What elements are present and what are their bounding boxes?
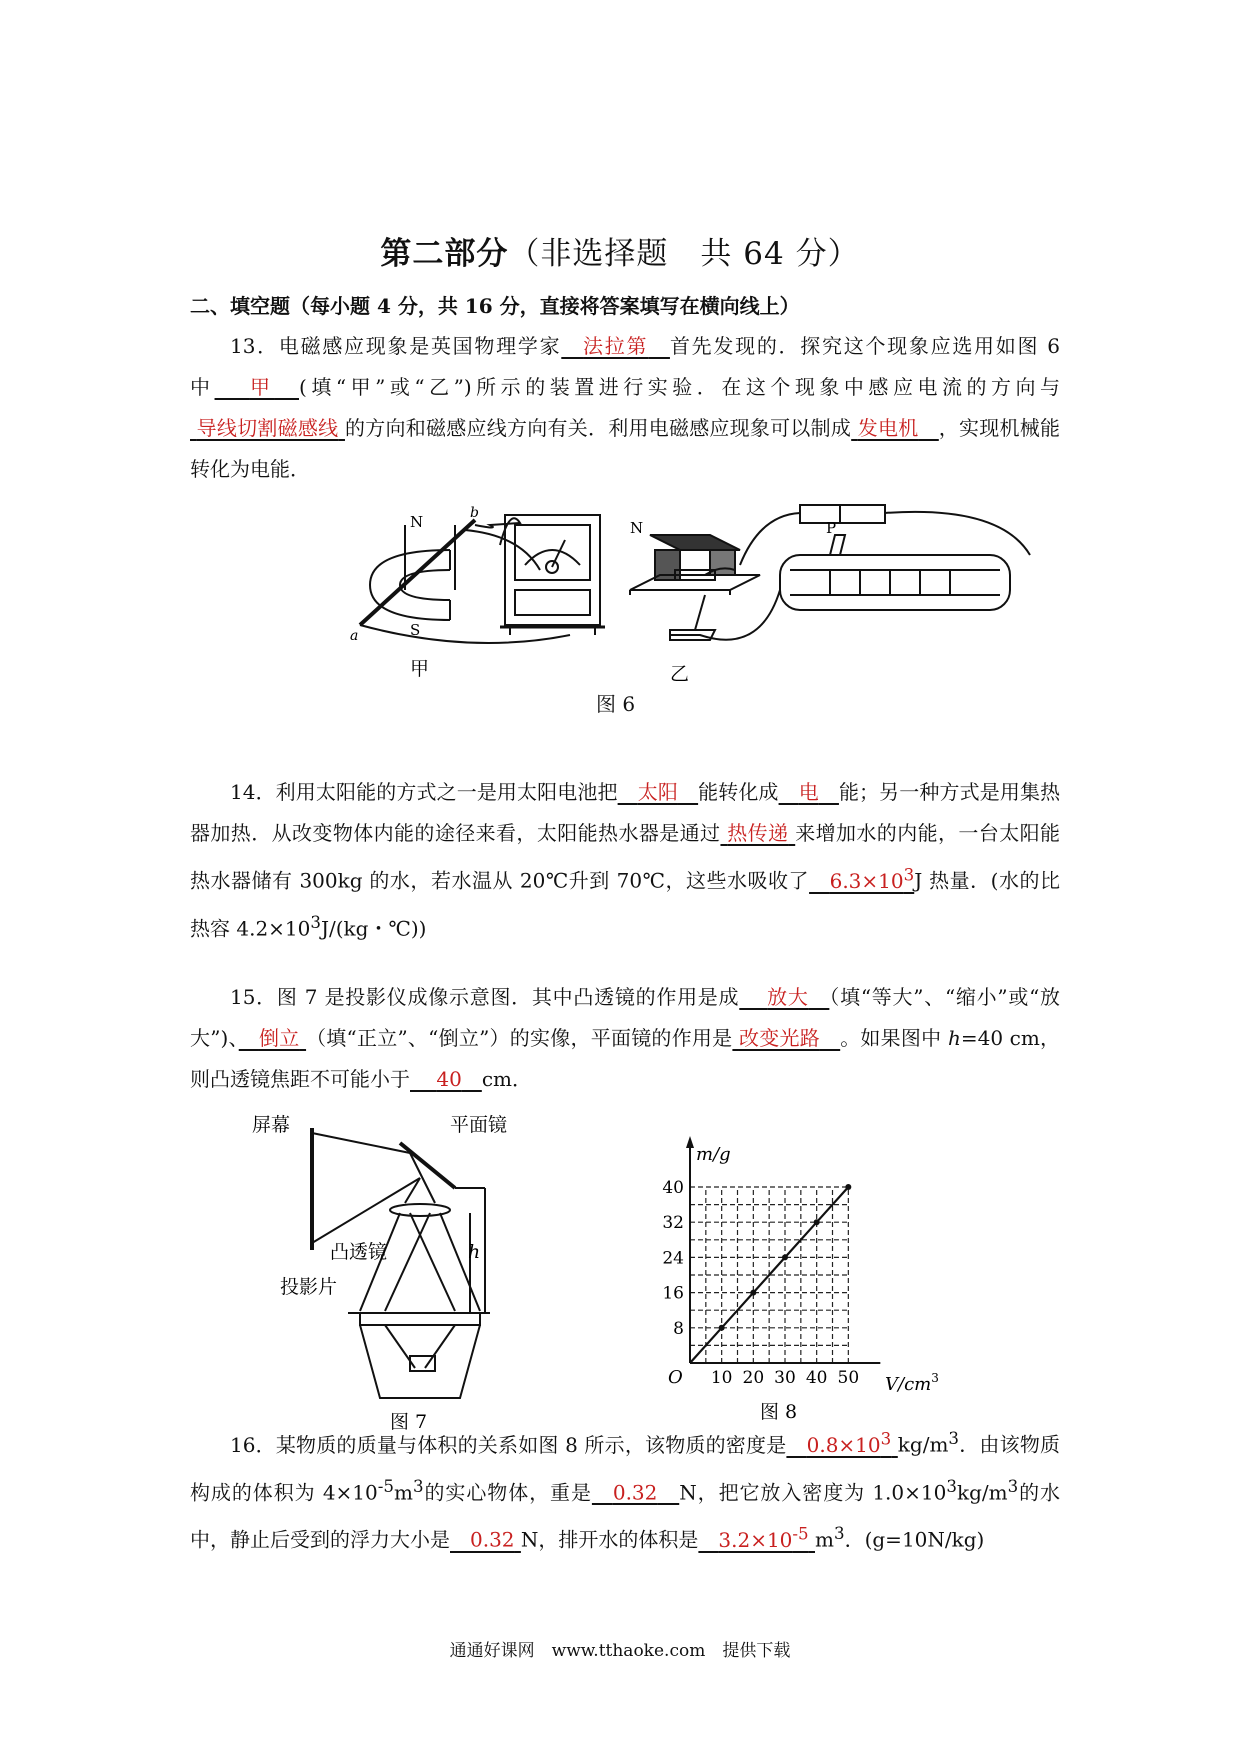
answer-14-4: $6.3\times 10^3$ (829, 865, 915, 893)
answer-13-4: 发电机 (857, 416, 919, 440)
fig6-apparatus-jia (360, 515, 605, 643)
label-yi: 乙 (670, 663, 690, 685)
data-point (750, 1290, 756, 1296)
data-point (845, 1184, 851, 1190)
answer-15-4: 40 (436, 1067, 462, 1091)
mirror-line (400, 1143, 455, 1188)
x-tick-label: 40 (805, 1368, 828, 1388)
x-tick-label: 30 (774, 1368, 796, 1388)
label-slide: 投影片 (280, 1276, 338, 1298)
y-axis-label: m/g (696, 1144, 731, 1165)
page-title: 第二部分（非选择题 共 64 分） (380, 236, 860, 272)
answer-13-2: 甲 (249, 375, 275, 399)
label-N-yi: N (630, 519, 644, 537)
answer-16-2: 0.32 (612, 1480, 658, 1505)
question-16: 16．某物质的质量与体积的关系如图 8 所示，该物质的密度是 $0.8\times 10^3$ $kg/m^3$．由该物质构成的体积为 $4\times 10^{-5}m^3$的实心物体，重是 0.32 N，把它放入密度为 $1.0\times 10^3kg/m^3$的水中，静止后受到的浮力大小是 0.32 N，排开水的体积是 $3.2\times 10^{-5}$ $m^3$．(g=10N/kg) (190, 1429, 1061, 1552)
data-point (782, 1254, 788, 1260)
question-14: 14．利用太阳能的方式之一是用太阳电池把 太阳 能转化成 电 能；另一种方式是用集热器加热．从改变物体内能的途径来看，太阳能热水器是通过 热传递 来增加水的内能，一台太阳能热水器储有 300kg 的水，若水温从 20℃升到 70℃，这些水吸收了 $6.3\times 10^3J$ 热量．(水的比热容 $4.2\times 10^3J/(kg$・℃)) (190, 780, 1061, 941)
answer-15-2: 倒立 (258, 1026, 300, 1050)
section-heading: 二、填空题（每小题 4 分，共 16 分，直接将答案填写在横向线上） (190, 294, 800, 318)
y-axis-arrow (686, 1136, 694, 1148)
label-P: P (826, 519, 837, 537)
data-point (814, 1219, 820, 1225)
question-15: 15．图 7 是投影仪成像示意图．其中凸透镜的作用是成 放大 （填“等大”、“缩小”或“放大”)、 倒立 （填“正立”、“倒立”）的实像，平面镜的作用是 改变光路 。如果图中 h=40 cm，则凸透镜焦距不可能小于 40 cm． (190, 985, 1061, 1091)
x-tick-label: 50 (837, 1368, 860, 1388)
y-tick-label: 40 (662, 1178, 684, 1198)
x-tick-label: 20 (742, 1368, 765, 1388)
answer-14-2: 电 (798, 780, 819, 804)
label-screen: 屏幕 (252, 1114, 291, 1136)
label-mirror: 平面镜 (450, 1114, 508, 1136)
fig7-projector (312, 1128, 490, 1398)
data-point (719, 1325, 725, 1331)
label-jia: 甲 (410, 658, 430, 680)
answer-16-3: 0.32 (470, 1527, 515, 1552)
figure-7 (240, 1108, 540, 1438)
answer-14-1: 太阳 (637, 780, 678, 804)
label-b: b (470, 505, 479, 521)
label-a: a (350, 628, 359, 644)
answer-16-1: $0.8\times 10^3$ (806, 1429, 892, 1457)
figure-7-caption: 图 7 (390, 1411, 428, 1433)
x-axis-label: $V/cm^3$ (885, 1371, 939, 1395)
answer-14-3: 热传递 (727, 821, 789, 845)
y-tick-label: 32 (662, 1213, 684, 1234)
x-tick-label: 10 (710, 1368, 733, 1388)
figure-6 (340, 495, 1060, 695)
answer-15-3: 改变光路 (738, 1026, 820, 1050)
chart-axes (686, 1136, 880, 1363)
page-footer: 通通好课网 www.tthaoke.com 提供下载 (449, 1641, 791, 1661)
y-tick-label: 16 (662, 1283, 684, 1304)
answer-15-1: 放大 (767, 985, 809, 1009)
y-tick-label: 8 (673, 1318, 684, 1339)
question-13: 13．电磁感应现象是英国物理学家 法拉第 首先发现的．探究这个现象应选用如图 6 中 甲 (填“甲”或“乙”)所示的装置进行实验．在这个现象中感应电流的方向与 导线切割磁感线 的方向和磁感应线方向有关．利用电磁感应现象可以制成 发电机 ，实现机械能转化为电能． (190, 334, 1061, 481)
label-lens: 凸透镜 (330, 1241, 388, 1263)
figure-8 (660, 1128, 950, 1433)
label-h: h (468, 1241, 481, 1263)
chart-marks (690, 1184, 851, 1363)
y-tick-label: 24 (662, 1248, 684, 1269)
figure-8-caption: 图 8 (760, 1401, 798, 1423)
figure-6-caption: 图 6 (596, 692, 636, 716)
answer-13-3: 导线切割磁感线 (196, 416, 339, 440)
origin-label: O (668, 1367, 683, 1388)
label-N: N (410, 513, 424, 531)
answer-16-4: $3.2\times 10^{-5}$ (718, 1524, 809, 1552)
answer-13-1: 法拉第 (583, 334, 649, 358)
label-S: S (410, 621, 421, 639)
